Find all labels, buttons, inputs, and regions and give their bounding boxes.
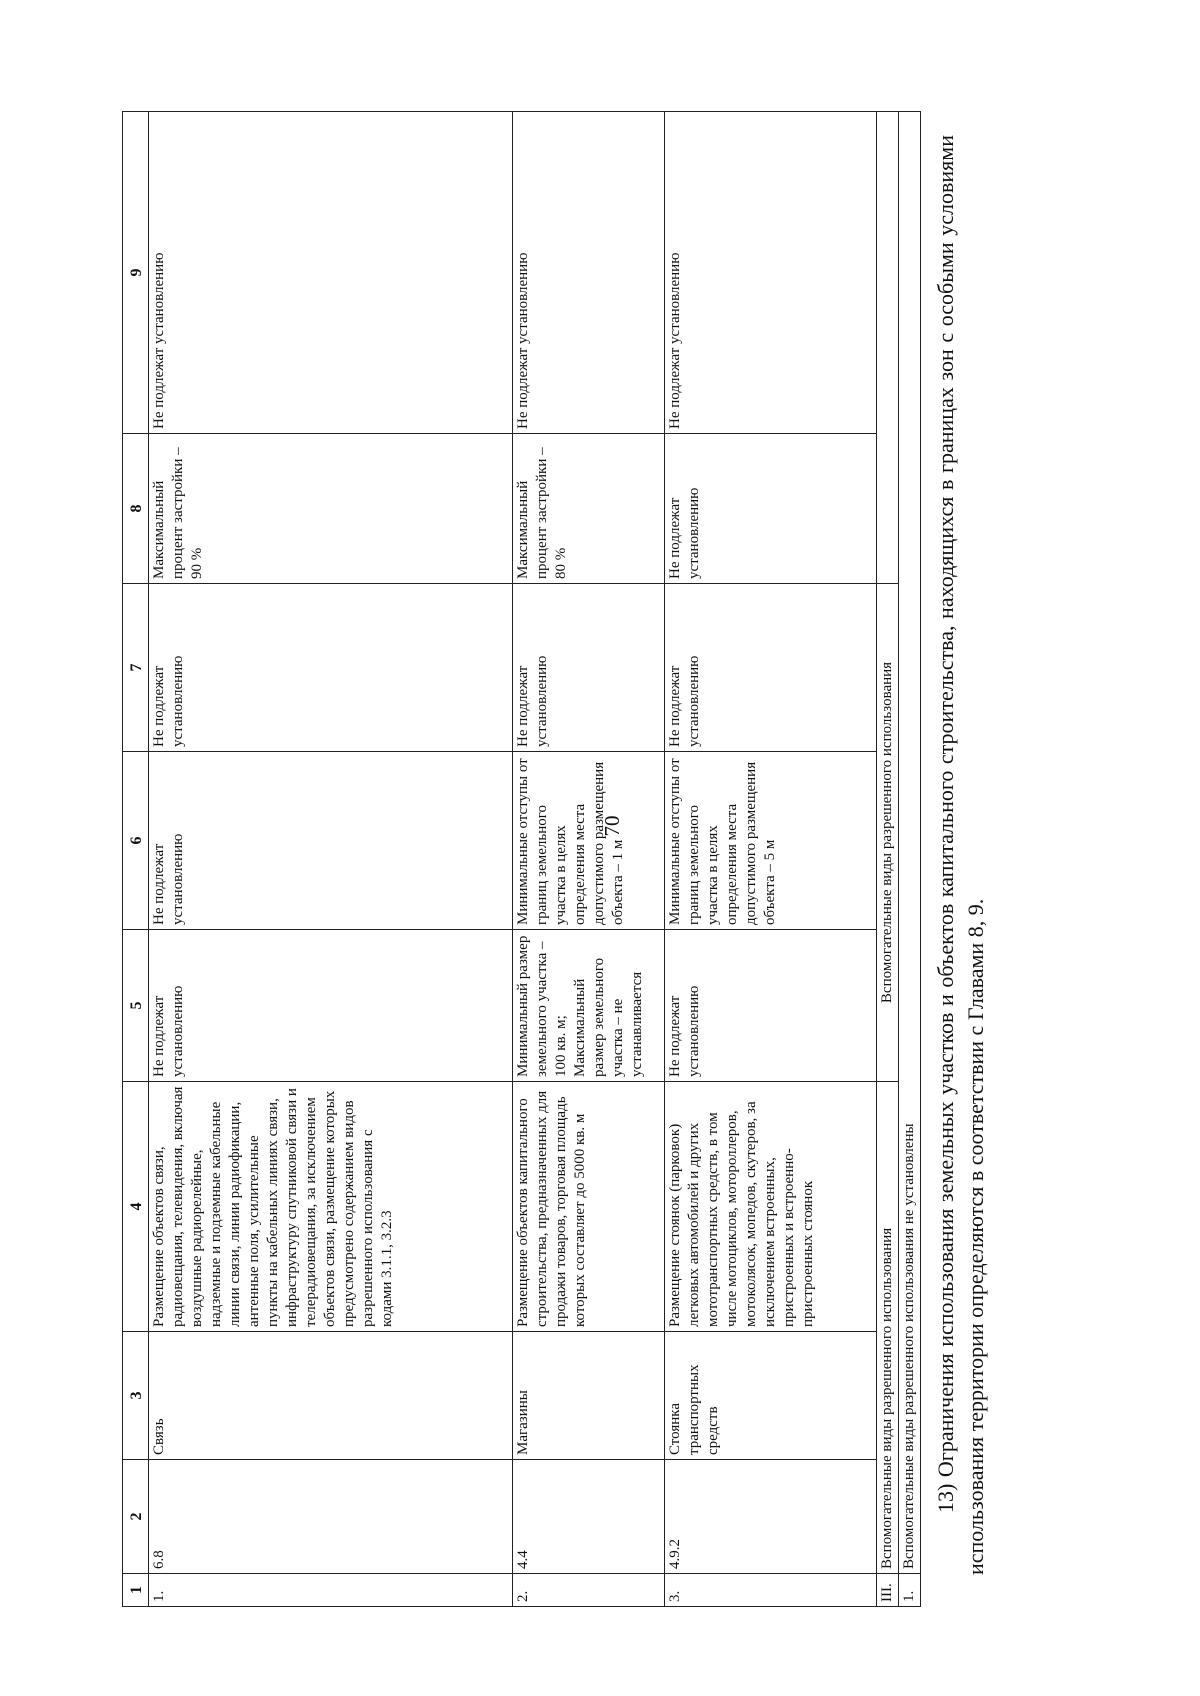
table-row: [665, 112, 877, 1607]
row-col-8: Максимальный процент застройки – 80 %: [513, 434, 665, 584]
section-iii-row: [877, 112, 899, 1607]
row-code: 4.9.2: [665, 1460, 877, 1574]
zoning-table: [122, 111, 921, 1607]
header-col-1: 1: [123, 1574, 149, 1607]
section-number: III.: [877, 1574, 899, 1607]
row-description: Размещение объектов капитального строительства, предназначенных для продажи товаров, торговая площадь которых составляет до 5000 кв. м: [513, 1082, 665, 1332]
row-number: 2.: [513, 1574, 665, 1607]
row-code: 4.4: [513, 1460, 665, 1574]
header-col-7: 7: [123, 584, 149, 752]
row-col-5: Не подлежат установлению: [149, 930, 513, 1082]
header-row: [123, 112, 149, 1607]
table-row: [513, 112, 665, 1607]
row-description: Размещение объектов связи, радиовещания, телевидения, включая воздушные радиорелейные, надземные и подземные кабельные линии связи, линии радиофикации, антенные поля, усилительные пункты на кабельных линиях связи, инфраструктуру спутниковой связи и телерадиовещания, за исключением объектов связи, размещение которых предусмотрено содержанием видов разрешенного использования с кодами 3.1.1, 3.2.3: [149, 1082, 513, 1332]
row-col-9: Не подлежат установлению: [513, 112, 665, 434]
row-col-6: Не подлежат установлению: [149, 752, 513, 930]
section-title: Вспомогательные виды разрешенного использования: [877, 584, 899, 1082]
table-row: [149, 112, 513, 1607]
section-empty: [877, 112, 899, 584]
row-name: Стоянка транспортных средств: [665, 1332, 877, 1460]
sub-row: [899, 112, 921, 1607]
footnote: 13) Ограничения использования земельных участков и объектов капитального строительства, находящихся в границах зон с особыми условиями использования территории определяются в соответствии с Главами 8, 9.: [933, 135, 988, 1575]
row-number: 1.: [149, 1574, 513, 1607]
row-col-5: Не подлежат установлению: [665, 930, 877, 1082]
row-col-6: Минимальные отступы от границ земельного участка в целях определения места допустимого размещения объекта – 5 м: [665, 752, 877, 930]
rotated-page-content: [122, 112, 1072, 1607]
row-col-7: Не подлежат установлению: [149, 584, 513, 752]
sub-row-number: 1.: [899, 1574, 921, 1607]
header-col-6: 6: [123, 752, 149, 930]
header-col-9: 9: [123, 112, 149, 434]
row-name: Магазины: [513, 1332, 665, 1460]
row-col-7: Не подлежат установлению: [665, 584, 877, 752]
header-col-8: 8: [123, 434, 149, 584]
row-number: 3.: [665, 1574, 877, 1607]
row-name: Связь: [149, 1332, 513, 1460]
row-col-8: Не подлежат установлению: [665, 434, 877, 584]
section-left-label: Вспомогательные виды разрешенного использования: [877, 1082, 899, 1574]
row-col-6: Минимальные отступы от границ земельного участка в целях определения места допустимого размещения объекта – 1 м: [513, 752, 665, 930]
row-col-5: Минимальный размер земельного участка – 100 кв. м; Максимальный размер земельного участка – не устанавливается: [513, 930, 665, 1082]
header-col-3: 3: [123, 1332, 149, 1460]
row-code: 6.8: [149, 1460, 513, 1574]
header-col-2: 2: [123, 1460, 149, 1574]
header-col-5: 5: [123, 930, 149, 1082]
row-col-9: Не подлежат установлению: [665, 112, 877, 434]
row-col-7: Не подлежат установлению: [513, 584, 665, 752]
sub-row-text: Вспомогательные виды разрешенного использования не установлены: [899, 112, 921, 1574]
page-number: 70: [600, 815, 624, 837]
row-col-9: Не подлежат установлению: [149, 112, 513, 434]
row-description: Размещение стоянок (парковок) легковых автомобилей и других мототранспортных средств, в том числе мотоциклов, мотороллеров, мотоколясок, мопедов, скутеров, за исключением встроенных, пристроенных и встроенно-пристроенных стоянок: [665, 1082, 877, 1332]
header-col-4: 4: [123, 1082, 149, 1332]
row-col-8: Максимальный процент застройки – 90 %: [149, 434, 513, 584]
